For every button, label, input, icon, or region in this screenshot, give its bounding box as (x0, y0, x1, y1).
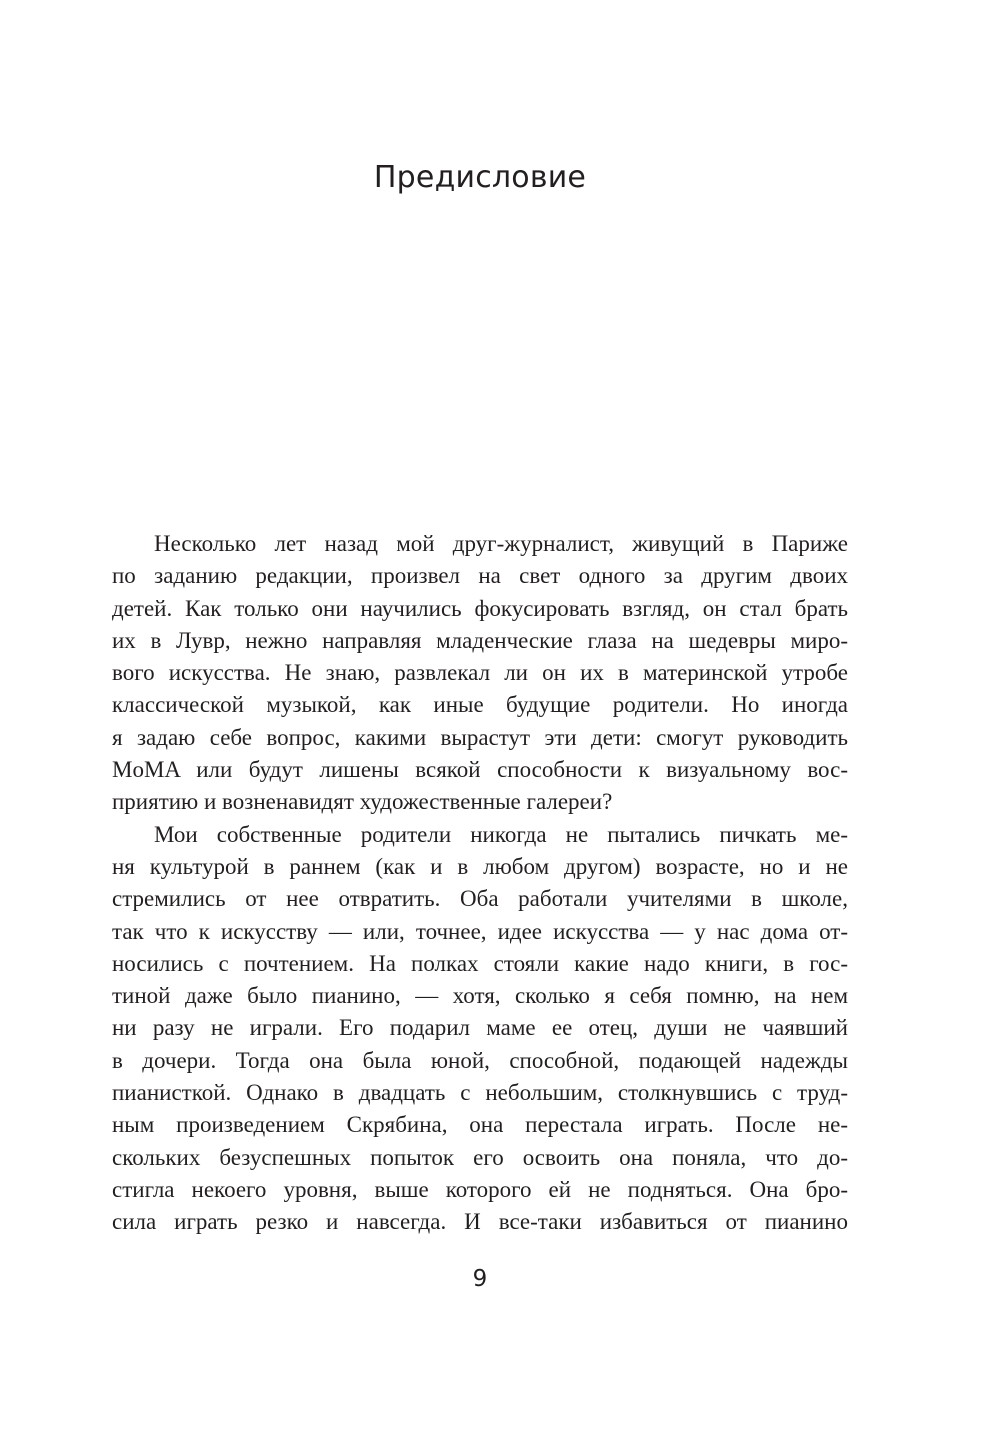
text-line: приятию и возненавидят художественные галереи? (112, 789, 613, 815)
text-line: ни разу не играли. Его подарил маме ее отец, души не чаявший (112, 1015, 848, 1041)
text-line: вого искусства. Не знаю, развлекал ли он их в материнской утробе (112, 660, 848, 686)
text-line: по заданию редакции, произвел на свет одного за другим двоих (112, 563, 848, 589)
text-line: ным произведением Скрябина, она перестала играть. После не- (112, 1112, 848, 1138)
paragraph (112, 819, 848, 1239)
text-line: в дочери. Тогда она была юной, способной, подающей надежды (112, 1047, 848, 1073)
text-line: детей. Как только они научились фокусировать взгляд, он стал брать (112, 595, 848, 621)
text-line: носились с почтением. На полках стояли какие надо книги, в гос- (112, 950, 848, 976)
body-text (112, 528, 848, 1239)
text-line: так что к искусству — или, точнее, идее искусства — у нас дома от- (112, 918, 848, 944)
text-line: Несколько лет назад мой друг-журналист, живущий в Париже (154, 531, 848, 556)
text-line: пианисткой. Однако в двадцать с небольшим, столкнувшись с труд- (112, 1080, 848, 1106)
text-line: классической музыкой, как иные будущие родители. Но иногда (112, 692, 848, 718)
text-line: стигла некоего уровня, выше которого ей не подняться. Она бро- (112, 1176, 848, 1202)
page-number: 9 (472, 1266, 488, 1292)
text-line: ня культурой в раннем (как и в любом другом) возрасте, но и не (112, 853, 848, 879)
text-line: я задаю себе вопрос, какими вырастут эти дети: смогут руководить (112, 724, 848, 750)
paragraph (112, 528, 848, 819)
chapter-title: Предисловие (373, 160, 587, 195)
text-line: скольких безуспешных попыток его освоить она поняла, что до- (112, 1144, 848, 1170)
text-line: сила играть резко и навсегда. И все-таки избавиться от пианино (112, 1209, 848, 1235)
text-line: тиной даже было пианино, — хотя, сколько я себя помню, на нем (112, 983, 848, 1009)
text-line: MoMA или будут лишены всякой способности к визуальному вос- (112, 757, 848, 783)
text-line: их в Лувр, нежно направляя младенческие глаза на шедевры миро- (112, 627, 848, 653)
text-line: стремились от нее отвратить. Оба работали учителями в школе, (112, 886, 848, 912)
text-line: Мои собственные родители никогда не пытались пичкать ме- (154, 821, 848, 847)
